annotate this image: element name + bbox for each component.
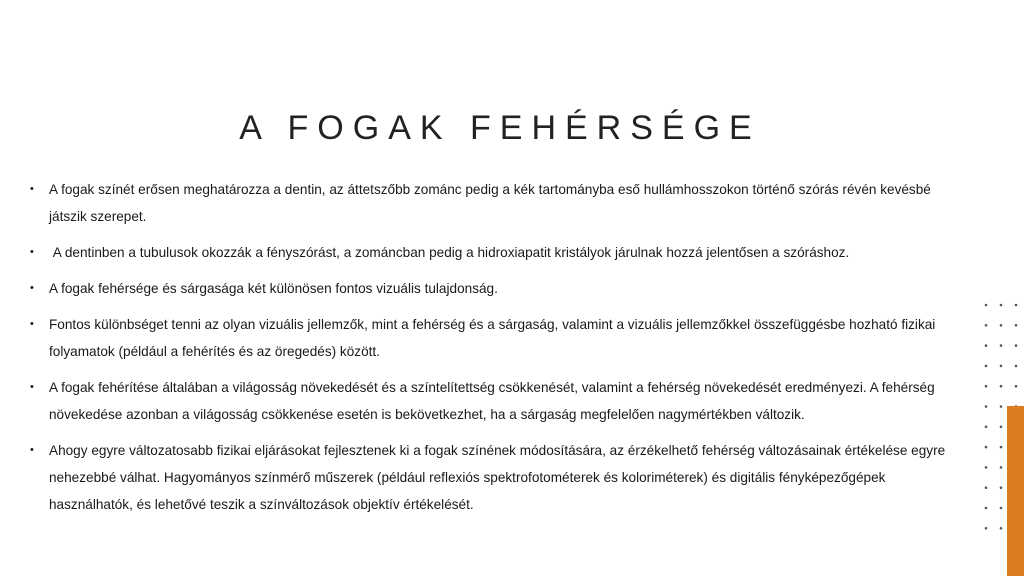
decorative-dot [1000, 365, 1003, 368]
bullet-item [30, 437, 965, 518]
decorative-dot [985, 405, 988, 408]
bullet-list [30, 176, 965, 527]
bullet-text: Fontos különbséget tenni az olyan vizuális jellemzők, mint a fehérség és a sárgaság, valamint a vizuális jellemzőkkel összefüggésbe hozható fizikai folyamatok (például a fehérítés és az öregedés) között. [49, 317, 936, 359]
decorative-dot [1000, 426, 1003, 429]
decorative-dot [1000, 446, 1003, 449]
decorative-dot [985, 385, 988, 388]
decorative-dot [1000, 507, 1003, 510]
bullet-item [30, 275, 965, 302]
decorative-dot [1015, 385, 1018, 388]
bullet-text: A fogak színét erősen meghatározza a dentin, az áttetszőbb zománc pedig a kék tartományba eső hullámhosszokon történő szórás révén kevésbé játszik szerepet. [49, 182, 931, 224]
bullet-item [30, 176, 965, 230]
decorative-dot [985, 507, 988, 510]
slide-title: A FOGAK FEHÉRSÉGE [239, 109, 761, 147]
bullet-marker-icon: • [30, 282, 34, 294]
decorative-dot [1000, 324, 1003, 327]
decorative-dot [985, 466, 988, 469]
decorative-dot [985, 324, 988, 327]
decorative-dot [1015, 304, 1018, 307]
bullet-text: A dentinben a tubulusok okozzák a fényszórást, a zománcban pedig a hidroxiapatit kristályok járulnak hozzá jelentősen a szóráshoz. [49, 245, 850, 260]
decorative-dot [985, 446, 988, 449]
decorative-dot [985, 304, 988, 307]
bullet-text: A fogak fehérítése általában a világosság növekedését és a színtelítettség csökkenését, valamint a fehérség növekedését eredményezi. A fehérség növekedése azonban a világosság csökkenése esetén is bekövetkezhet, ha a sárgaság megfelelően nagymértékben változik. [49, 380, 935, 422]
decorative-dot [1000, 527, 1003, 530]
decorative-dot [1000, 486, 1003, 489]
decorative-dot [1000, 304, 1003, 307]
decorative-dot [985, 344, 988, 347]
bullet-text: A fogak fehérsége és sárgasága két különösen fontos vizuális tulajdonság. [49, 281, 498, 296]
bullet-marker-icon: • [30, 246, 34, 258]
decorative-dot [1000, 405, 1003, 408]
bullet-item [30, 374, 965, 428]
decorative-dot [985, 527, 988, 530]
decorative-dot [1000, 385, 1003, 388]
decorative-dot [1015, 365, 1018, 368]
decorative-dot [1015, 324, 1018, 327]
bullet-marker-icon: • [30, 444, 34, 456]
decorative-dot [1015, 344, 1018, 347]
decorative-dot [985, 486, 988, 489]
bullet-marker-icon: • [30, 318, 34, 330]
bullet-marker-icon: • [30, 381, 34, 393]
decorative-dot [985, 426, 988, 429]
bullet-marker-icon: • [30, 183, 34, 195]
bullet-item [30, 311, 965, 365]
bullet-item [30, 239, 965, 266]
bullet-text: Ahogy egyre változatosabb fizikai eljárásokat fejlesztenek ki a fogak színének módosítására, az érzékelhető fehérség változásainak értékelése egyre nehezebbé válhat. Hagyományos színmérő műszerek (például reflexiós spektrofotométerek és koloriméterek) és digitális fényképezőgépek használhatók, és lehetővé teszik a színváltozások objektív értékelését. [49, 443, 946, 512]
accent-bar [1007, 406, 1024, 576]
decorative-dot [1000, 466, 1003, 469]
decorative-dot [985, 365, 988, 368]
decorative-dot [1000, 344, 1003, 347]
